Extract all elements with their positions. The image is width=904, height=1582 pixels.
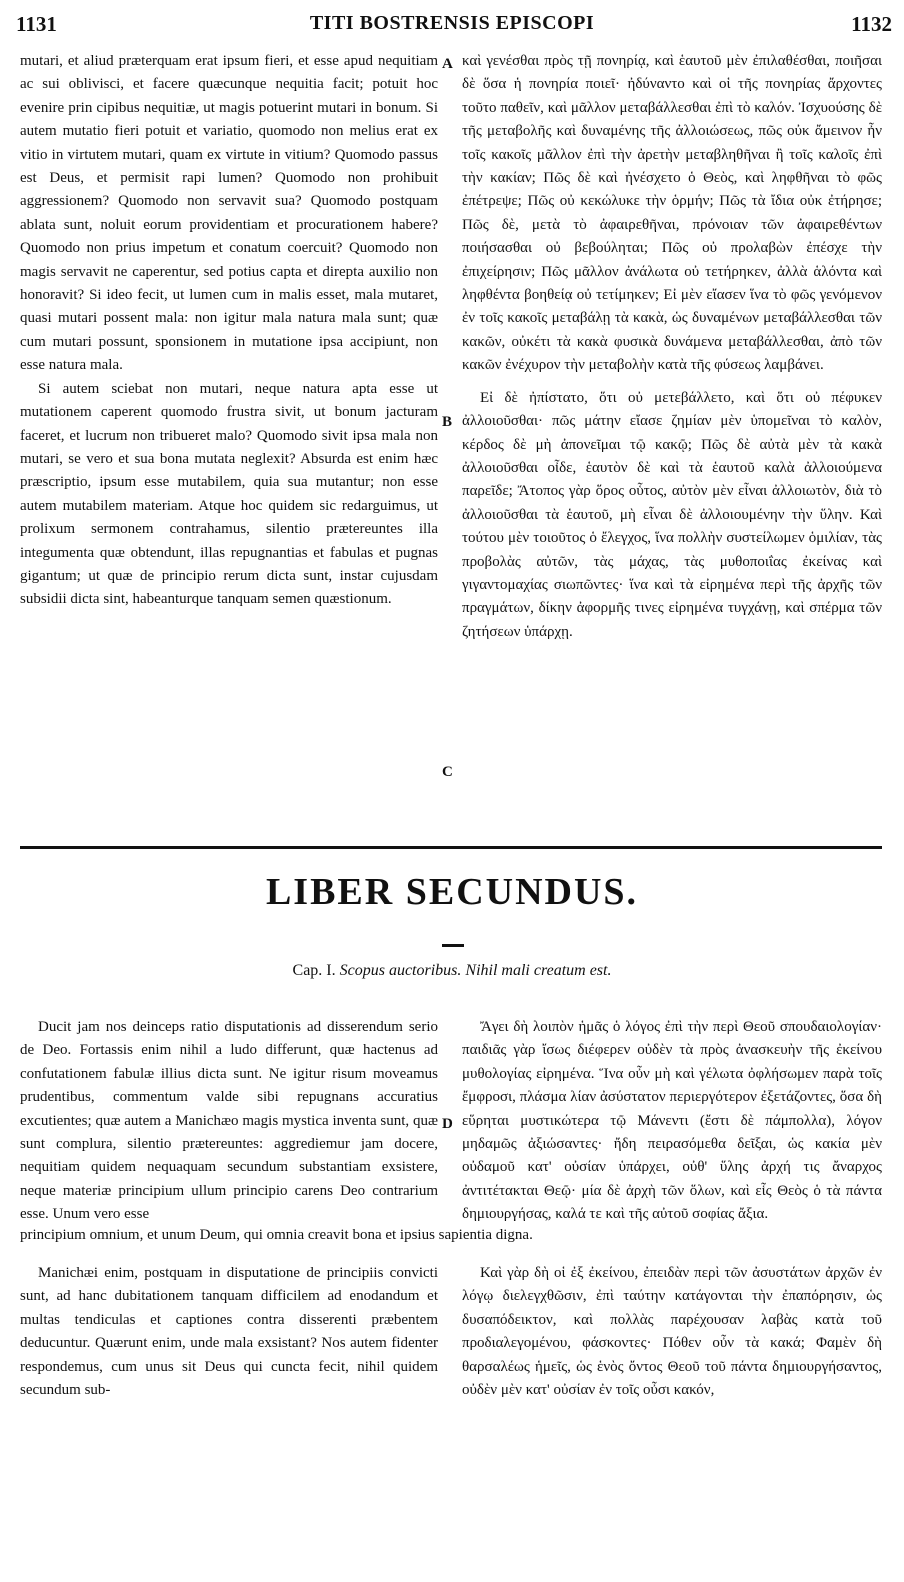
latin-column-bottom [20, 1262, 438, 1402]
page-number-right: 1132 [851, 12, 892, 36]
latin-paragraph-3: Ducit jam nos deinceps ratio disputationis ad disserendum serio de Deo. Fortassis enim nihil a ludo differunt, quæ hactenus ad confutationem fabulæ illius dicta sunt. Ne igitur risum moveamus prudentibus, commentum valde sibi repugnans accuratius excutientes; quæ autem a Manichæo magis mystica inventa sunt, quæ sunt complura, silentio prætereuntes: aggrediemur jam docere, nequitiam quidem nequaquam secundum substantiam exsistere, neque materiæ principium ullum principio carens Deo contrarium esse. Unum vero esse [20, 1019, 438, 1223]
latin-paragraph-1: mutari, et aliud præterquam erat ipsum fieri, et esse apud nequitiam ac sui oblivisci, et facere quæcunque nequitia facit; potuit hoc evenire prin cipibus nequitiæ, ut magis potuerint mutari in bonum. Si autem mutatio fieri potuit et variatio, quomodo non melius erat ex vitio in virtutem mutari, quam ex virtute in vitium? Quomodo passus est Deus, et permisit rapi lumen? Quomodo non prohibuit aggressionem? Quomodo non servavit sua? Quomodo postquam ablata sunt, noluit eorum providentiam et procurationem habere? Quomodo non prius impetum et conatum coercuit? Quomodo non magis servavit ne caperentur, sed potius capta et direpta auxilio non honoravit? Si ideo fecit, ut lumen cum in malis esset, mala mutaret, quasi mutari possent mala: non igitur mala natura mala sunt; quæ cum mutari possunt, sponsionem in mutatione ipsa accipiunt, non esse natura mala. [20, 53, 438, 374]
margin-marker-c: C [442, 764, 453, 780]
chapter-scopus: Scopus auctoribus. [339, 962, 462, 979]
margin-marker-d: D [442, 1116, 453, 1132]
latin-paragraph-4: Manichæi enim, postquam in disputatione de principiis convicti sunt, ad hanc dubitationem tanquam difficilem ad enodandum et multas tendiculas et captiones contra disserenti præbentem deducuntur. Quærunt enim, unde mala exsistant? Nos autem fidenter respondemus, cum unus sit Deus qui cuncta fecit, nihil quidem secundum sub- [20, 1265, 438, 1399]
book-title: LIBER SECUNDUS. [265, 871, 639, 913]
chapter-title: Nihil mali creatum est. [465, 962, 612, 979]
greek-paragraph-3: Ἄγει δὴ λοιπὸν ἡμᾶς ὁ λόγος ἐπὶ τὴν περὶ Θεοῦ σπουδαιολογίαν· παιδιᾶς γὰρ ἴσως διέφερεν οὐδὲν τὰ πρὸς ἀνασκευὴν τῆς ἐκείνου μυθολογίας εἰρημένα. Ἵνα οὖν μὴ καὶ γέλωτα ὀφλήσωμεν παρὰ τοῖς ἔμφροσι, πλάσμα λίαν ἀσύστατον περιεργότερον ἐξετάζοντες, ὅσα δὴ εὕρηται μυστικώτερα τῷ Μάνεντι (ἔστι δὲ πάμπολλα), λόγον μηδαμῶς ἀξιώσαντες· ἤδη πειρασόμεθα δεῖξαι, ὡς κακία μὲν οὐδαμοῦ κατ' οὐσίαν ὑπάρχει, οὐθ' ὕλης ἀρχή τις ἄναρχος ἀντιτέτακται Θεῷ· μία δὲ ἀρχὴ τῶν ὅλων, καὶ εἷς Θεὸς ὁ τὰ πάντα δημιουργήσας, καλά τε καὶ τῆς αὐτοῦ σοφίας ἄξια. [462, 1019, 882, 1223]
title-dash [442, 944, 464, 947]
greek-paragraph-1: καὶ γενέσθαι πρὸς τῇ πονηρίᾳ, καὶ ἑαυτοῦ μὲν ἐπιλαθέσθαι, ποιῆσαι δὲ ὅσα ἡ πονηρία ποιεῖ· ἠδύναντο καὶ οἱ τῆς πονηρίας ἄρχοντες τοῦτο παθεῖν, καὶ μᾶλλον μεταβάλλεσθαι ἐπὶ τὸ καλόν. Ἰσχυούσης δὲ τῆς μεταβολῆς καὶ δυναμένης τῆς ἀλλοιώσεως, πῶς οὐκ ἄμεινον ἦν τοῖς κακοῖς μᾶλλον ἐπὶ τὴν ἀρετὴν μεταβληθῆναι ἢ τοῖς καλοῖς ἐπὶ τὴν κακίαν; Πῶς δὲ καὶ ἠνέσχετο ὁ Θεὸς, καὶ ληφθῆναι τὸ φῶς ἐπέτρεψε; Πῶς οὐ κεκώλυκε τὴν ὁρμήν; Πῶς τὰ ἴδια οὐκ ἐτήρησε; Πῶς δὲ, μετὰ τὸ ἀφαιρεθῆναι, πρόνοιαν τῶν ἀφαιρεθέντων ποιήσασθαι οὐ βεβούληται; Πῶς οὐ προλαβὼν ἐπέσχε τὴν ἐπιχείρησιν; Πῶς μᾶλλον ἀνάλωτα οὐ τετήρηκεν, ἀλλὰ ἁλόντα καὶ ληφθέντα βοηθείᾳ οὐ τετίμηκεν; Εἰ μὲν εἴασεν ἵνα τὸ φῶς γενόμενον ἐν τοῖς κακοῖς μεταβάλῃ τὰ κακὰ, ὡς δυναμένων μεταβάλλεσθαι τῶν κακῶν, οὐκέτι τὰ κακὰ φυσικὰ δυνάμενα μεταβάλλεσθαι, ἀπὸ τῶν κακῶν ἐνέχυρον τὴν μεταβολὴν κατὰ τῆς φύσεως λαμβάνει. [462, 53, 882, 374]
spanning-line: principium omnium, et unum Deum, qui omnia creavit bona et ipsius sapientia digna. [20, 1227, 533, 1243]
chapter-number: Cap. I. [292, 962, 336, 979]
latin-column-mid [20, 1016, 438, 1227]
latin-column-top [20, 50, 438, 612]
greek-column-mid [462, 1016, 882, 1227]
greek-paragraph-2: Εἰ δὲ ἠπίστατο, ὅτι οὐ μετεβάλλετο, καὶ ὅτι οὐ πέφυκεν ἀλλοιοῦσθαι· πῶς μάτην εἴασε ζημίαν μὲν ὑπομεῖναι τὸ καλὸν, κέρδος δὲ μὴ ἀπονεῖμαι τῷ κακῷ; Πῶς δὲ αὐτὰ μὲν τὰ κακὰ ἀλλοιοῦσθαι οἶδε, ἑαυτὸν δὲ καὶ τὰ ἑαυτοῦ καλὰ ἀλλοιούμενα παρεῖδε; Ἄτοπος γὰρ ὅρος οὗτος, αὐτὸν μὲν εἶναι ἀλλοιωτὸν, διὰ τὸ ἀλλοιοῦσθαι τὰ ἑαυτοῦ, μὴ εἶναι δὲ ἀλλοιουμένην τὴν ὕλην. Καὶ τούτου μὲν τοιοῦτος ὁ ἔλεγχος, ἵνα πολλὴν συστείλωμεν ὁμιλίαν, τὰς προβολὰς αὐτῶν, τὰς μάχας, τὰς μυθοποιΐας ἐκείνας καὶ γιγαντομαχίας σιωπῶντες· ἵνα καὶ τὰ εἰρημένα περὶ τῆς ἀρχῆς τῶν πραγμάτων, δίκην ἀφορμῆς τινες εἰρημένα τυγχάνῃ, καὶ σπέρμα τῶν ζητήσεων ὑπάρχῃ. [462, 389, 882, 640]
greek-column-top [462, 50, 882, 644]
greek-paragraph-4: Καὶ γὰρ δὴ οἱ ἐξ ἐκείνου, ἐπειδὰν περὶ τῶν ἀσυστάτων ἀρχῶν ἐν λόγῳ διελεγχθῶσιν, ἐπὶ ταύτην κατάγονται τὴν ἐπαπόρησιν, ὡς δυσαπόδεικτον, καὶ πολλὰς παρέχουσαν λαβὰς κατὰ τοῦ προδιαλεγομένου, φάσκοντες· Πόθεν οὖν τὰ κακά; Φαμὲν δὴ θαρσαλέως ἡμεῖς, ὡς ἑνὸς ὄντος Θεοῦ τοῦ πάντα δημιουργήσαντος, οὐδὲν μὲν κατ' οὐσίαν ἐν τοῖς οὖσι κακόν, [462, 1265, 882, 1399]
latin-paragraph-2: Si autem sciebat non mutari, neque natura apta esse ut mutationem caperent quomodo frustra sivit, ut bonum jacturam faceret, et lucrum non tribueret malo? Quomodo sivit ipsa mala non mutari, se vero et sua bona mutata neglexit? Absurda est enim hæc præscriptio, ipsum esse mutabilem, quia sua mutantur; non esse autem mutabilem materiam. Atque hoc quidem sic redarguimus, ut prolixum sermonem contrahamus, silentio prætereuntes illa integumenta quæ obtendunt, illas repugnantias et fabulas et pugnas gigantum; ut quæ de principio rerum dicta sunt, instar cujusdam subsidii dicta sint, habeanturque tanquam semen quæstionum. [20, 380, 438, 608]
section-divider [20, 846, 882, 849]
page-number-left: 1131 [16, 12, 57, 36]
chapter-heading [0, 962, 904, 980]
page-header [0, 0, 904, 46]
margin-marker-b: B [442, 414, 453, 430]
greek-column-bottom [462, 1262, 882, 1402]
margin-marker-a: A [442, 56, 453, 72]
running-title: TITI BOSTRENSIS EPISCOPI [309, 12, 595, 34]
